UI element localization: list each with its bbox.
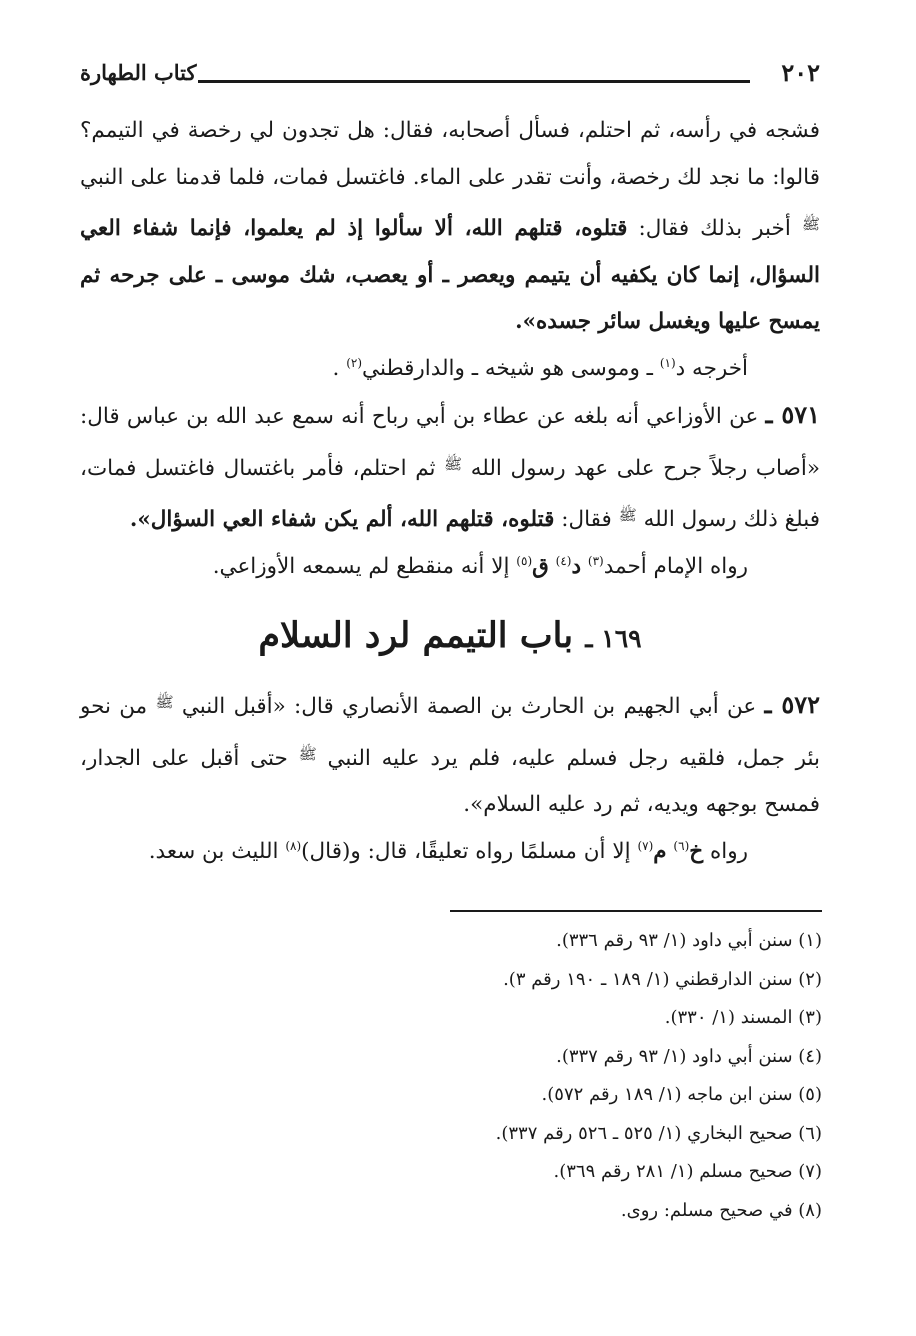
hadith-number: ٥٧٢ ـ bbox=[764, 690, 821, 719]
prophetic-saying: قتلوه، قتلهم الله، ألم يكن شفاء العي السؤال». bbox=[129, 507, 555, 532]
salutation-glyph: ﷺ bbox=[298, 744, 317, 763]
salutation-glyph: ﷺ bbox=[155, 693, 174, 711]
text-segment: إلا أنه منقطع لم يسمعه الأوزاعي. bbox=[212, 553, 510, 579]
takhrij-570 bbox=[80, 346, 820, 393]
chapter-heading bbox=[80, 608, 820, 667]
text-segment: رواه الإمام أحمد bbox=[603, 553, 748, 579]
hadith-number: ٥٧١ ـ bbox=[765, 400, 820, 429]
hadith-570-continuation bbox=[80, 108, 820, 346]
book-title: كتاب الطهارة bbox=[80, 60, 197, 85]
running-head bbox=[80, 58, 820, 98]
chapter-number: ١٦٩ ـ bbox=[585, 624, 642, 653]
footnote-ref: (٨) bbox=[285, 838, 302, 853]
footnote: (٦) صحيح البخاري (١/ ٥٢٥ ـ ٥٢٦ رقم ٣٣٧). bbox=[495, 1122, 822, 1144]
text-segment: إلا أن مسلمًا رواه تعليقًا، قال: و(قال) bbox=[301, 838, 631, 864]
footnote-ref: (٦) bbox=[673, 838, 690, 853]
text-segment: فشجه في رأسه، ثم احتلم، فسأل أصحابه، فقال: هل تجدون لي رخصة في التيمم؟ قالوا: ما نجد لك رخصة، وأنت تقدر على الماء. فاغتسل فمات، فلما قدمنا على النبي bbox=[80, 118, 820, 190]
text-segment: حتى أقبل على الجدار، فمسح بوجهه ويديه، ثم رد عليه السلام». bbox=[80, 745, 820, 817]
footnote-separator bbox=[450, 910, 822, 912]
text-segment: ـ وموسى هو شيخه ـ والدارقطني bbox=[362, 355, 653, 381]
salutation-glyph: ﷺ bbox=[801, 215, 820, 233]
page-number: ٢٠٢ bbox=[781, 58, 820, 87]
text-segment: أخرجه د bbox=[675, 355, 748, 381]
text-segment: من نحو بئر جمل، فلقيه رجل فسلم عليه، فلم يرد عليه النبي bbox=[80, 694, 820, 771]
footnote: (٤) سنن أبي داود (١/ ٩٣ رقم ٣٣٧). bbox=[556, 1045, 822, 1067]
text-segment: فقال: bbox=[561, 507, 612, 532]
text-segment: ثم احتلم، فأمر باغتسال فاغتسل فمات، فبلغ ذلك رسول الله bbox=[80, 455, 820, 532]
takhrij-572 bbox=[80, 829, 820, 876]
footnotes bbox=[80, 922, 822, 1230]
footnote-ref: (١) bbox=[659, 355, 676, 370]
footnote: (٧) صحيح مسلم (١/ ٢٨١ رقم ٣٦٩). bbox=[553, 1161, 822, 1182]
chapter-title: باب التيمم لرد السلام bbox=[258, 615, 574, 656]
source-code: ق bbox=[532, 553, 549, 579]
source-code: خ bbox=[689, 838, 704, 864]
footnote-ref: (٢) bbox=[346, 355, 363, 370]
text-segment: عن الأوزاعي أنه بلغه عن عطاء بن أبي رباح أنه سمع عبد الله بن عباس قال: «أصاب رجلاً جرح على عهد رسول الله bbox=[80, 404, 820, 481]
footnote-ref: (٤) bbox=[555, 553, 572, 568]
text-segment: الليث بن سعد. bbox=[148, 838, 279, 864]
footnote-ref: (٧) bbox=[637, 838, 654, 853]
footnote: (٣) المسند (١/ ٣٣٠). bbox=[664, 1007, 822, 1028]
footnote-ref: (٣) bbox=[587, 553, 604, 568]
hadith-571 bbox=[80, 392, 820, 544]
footnote: (٥) سنن ابن ماجه (١/ ١٨٩ رقم ٥٧٢). bbox=[541, 1084, 822, 1105]
hadith-572 bbox=[80, 679, 820, 829]
text-segment: . bbox=[332, 355, 340, 381]
header-rule bbox=[198, 80, 750, 83]
footnote: (٢) سنن الدارقطني (١/ ١٨٩ ـ ١٩٠ رقم ٣). bbox=[503, 968, 822, 990]
source-code: د bbox=[571, 553, 582, 579]
footnote: (٨) في صحيح مسلم: روى. bbox=[620, 1199, 822, 1221]
takhrij-571 bbox=[80, 544, 820, 591]
salutation-glyph: ﷺ bbox=[618, 506, 637, 524]
source-code: م bbox=[653, 838, 667, 864]
text-segment: عن أبي الجهيم بن الحارث بن الصمة الأنصاري قال: «أقبل النبي bbox=[181, 694, 757, 719]
footnote-ref: (٥) bbox=[516, 553, 533, 568]
main-text bbox=[80, 108, 820, 875]
salutation-glyph: ﷺ bbox=[444, 454, 463, 473]
prophetic-saying: قتلوه، قتلهم الله، ألا سألوا إذ لم يعلموا، فإنما شفاء العي السؤال، إنما كان يكفيه أن يتيمم ويعصر ـ أو يعصب، شك موسى ـ على جرحه ثم يمسح عليها ويغسل سائر جسده». bbox=[80, 216, 820, 334]
text-segment: رواه bbox=[709, 838, 748, 864]
footnote: (١) سنن أبي داود (١/ ٩٣ رقم ٣٣٦). bbox=[556, 930, 822, 951]
text-segment: أخبر بذلك فقال: bbox=[638, 216, 791, 241]
